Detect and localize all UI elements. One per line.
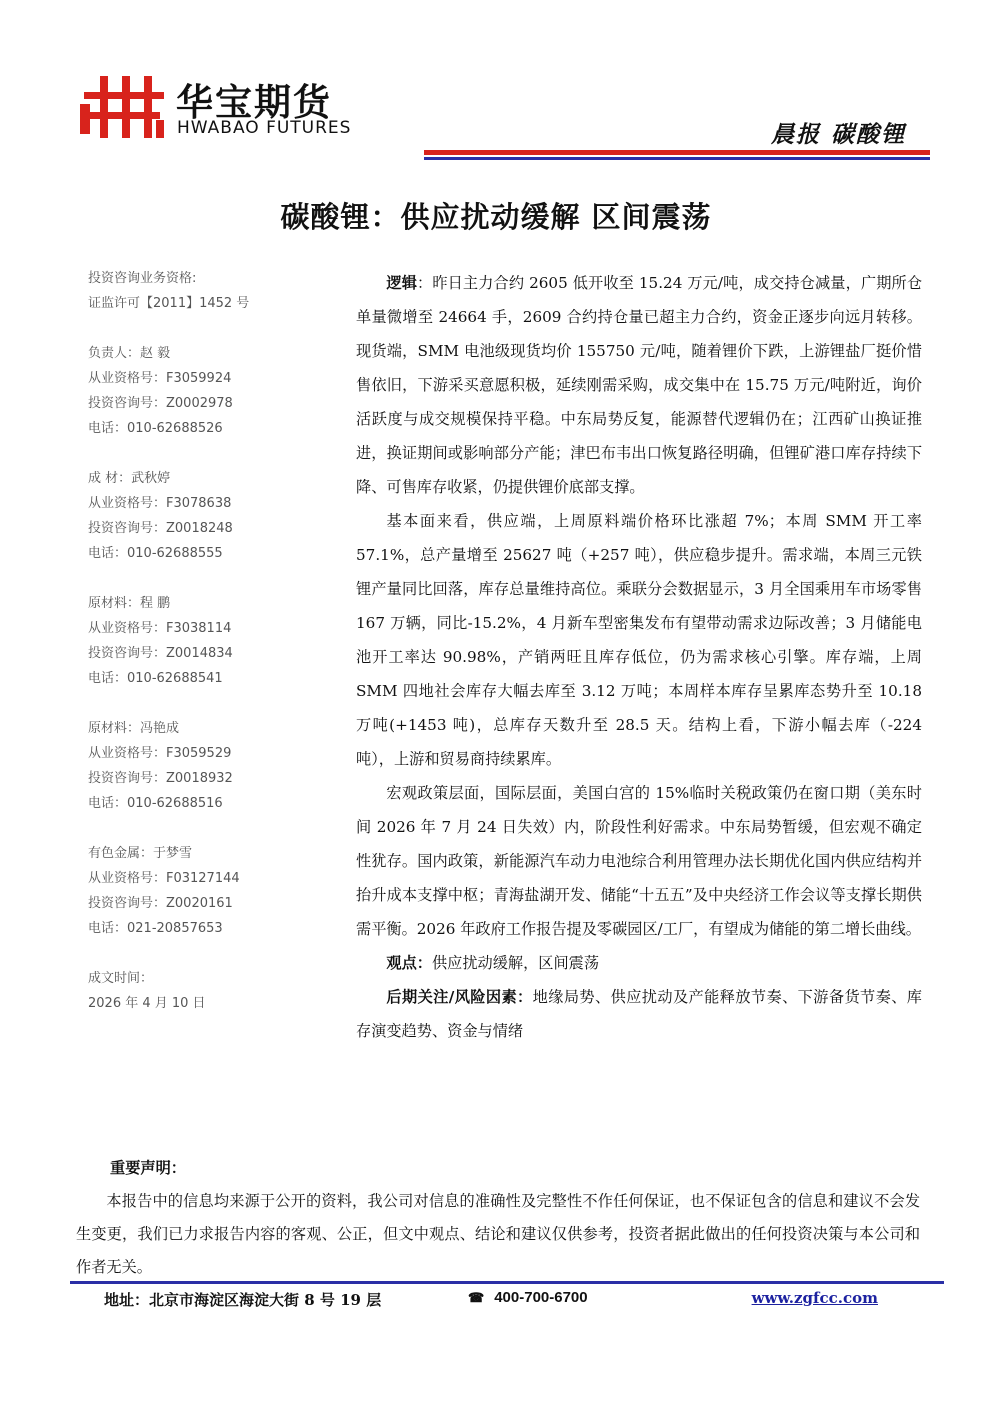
analyst-phone: 电话：021-20857653	[88, 921, 223, 936]
logic-paragraph	[356, 266, 922, 504]
disclaimer-text: 本报告中的信息均来源于公开的资料，我公司对信息的准确性及完整性不作任何保证，也不保证包含的信息和建议不会发生变更，我们已力求报告内容的客观、公正，但文中观点、结论和建议仅供参考，投资者据此做出的任何投资决策与本公司和作者无关。	[76, 1192, 920, 1276]
report-body	[356, 266, 922, 1048]
analyst-name: 原材料：冯艳成	[88, 721, 180, 736]
footer-address: 地址：北京市海淀区海淀大街 8 号 19 层	[104, 1291, 382, 1309]
analyst-name: 有色金属：于梦雪	[88, 846, 193, 861]
disclaimer	[76, 1152, 920, 1284]
analyst-license: 从业资格号：F3038114	[88, 621, 232, 636]
footer-website-link[interactable]: www.zgfcc.com	[751, 1289, 878, 1307]
view-paragraph	[356, 946, 922, 980]
company-logo	[80, 72, 380, 142]
header-blue-rule	[424, 157, 930, 160]
hwabao-logo-icon	[80, 74, 166, 140]
report-title: 碳酸锂：供应扰动缓解 区间震荡	[280, 200, 712, 234]
analyst-sidebar	[88, 266, 338, 1016]
analyst-phone: 电话：010-62688541	[88, 671, 223, 686]
analyst-block	[88, 466, 338, 566]
analyst-advisory-number: 投资咨询号：Z0018248	[88, 521, 233, 536]
analyst-advisory-number: 投资咨询号：Z0014834	[88, 646, 233, 661]
analyst-name: 负责人：赵 毅	[88, 346, 171, 361]
qualification-value: 证监许可【2011】1452 号	[88, 296, 250, 311]
analyst-name: 成 材：武秋婷	[88, 471, 171, 486]
risk-text: 地缘局势、供应扰动及产能释放节奏、下游备货节奏、库存演变趋势、资金与情绪	[356, 988, 922, 1040]
risk-label: 后期关注/风险因素：	[386, 988, 533, 1006]
analyst-name: 原材料：程 鹏	[88, 596, 171, 611]
analyst-phone: 电话：010-62688516	[88, 796, 223, 811]
report-date-value: 2026 年 4 月 10 日	[88, 996, 206, 1011]
report-date-label: 成文时间：	[88, 971, 154, 986]
qualification-label: 投资咨询业务资格:	[88, 271, 197, 286]
analyst-block	[88, 841, 338, 941]
page-footer	[0, 1289, 992, 1313]
report-type-tag: 晨报 碳酸锂	[770, 121, 906, 148]
analyst-advisory-number: 投资咨询号：Z0018932	[88, 771, 233, 786]
analyst-advisory-number: 投资咨询号：Z0020161	[88, 896, 233, 911]
analyst-phone: 电话：010-62688526	[88, 421, 223, 436]
analyst-license: 从业资格号：F3059529	[88, 746, 232, 761]
analyst-phone: 电话：010-62688555	[88, 546, 223, 561]
disclaimer-title: 重要声明：	[110, 1159, 186, 1177]
logo-chinese-name: 华宝期货	[176, 81, 332, 124]
macro-paragraph: 宏观政策层面，国际层面，美国白宫的 15%临时关税政策仍在窗口期（美东时间 2026 年 7 月 24 日失效）内，阶段性利好需求。中东局势暂缓，但宏观不确定性犹存。国内政策，新能源汽车动力电池综合利用管理办法长期优化国内供应结构并抬升成本支撑中枢；青海盐湖开发、储能“十五五”及中央经济工作会议等支撑长期供需平衡。2026 年政府工作报告提及零碳园区/工厂，有望成为储能的第二增长曲线。	[356, 784, 922, 938]
footer-rule	[70, 1281, 944, 1284]
analyst-license: 从业资格号：F03127144	[88, 871, 240, 886]
analyst-advisory-number: 投资咨询号：Z0002978	[88, 396, 233, 411]
analyst-license: 从业资格号：F3078638	[88, 496, 232, 511]
logic-text: ：昨日主力合约 2605 低开收至 15.24 万元/吨，成交持仓减量，广期所仓单量微增至 24664 手，2609 合约持仓量已超主力合约，资金正逐步向远月转移。现货端，SMM 电池级现货均价 155750 元/吨，随着锂价下跌，上游锂盐厂挺价惜售依旧，下游采买意愿积极，延续刚需采购，成交集中在 15.75 万元/吨附近，询价活跃度与成交规模保持平稳。中东局势反复，能源替代逻辑仍在；江西矿山换证推进，换证期间或影响部分产能；津巴布韦出口恢复路径明确，但锂矿港口库存持续下降、可售库存收紧，仍提供锂价底部支撑。	[356, 274, 923, 496]
view-label: 观点：	[386, 954, 432, 972]
analyst-block	[88, 341, 338, 441]
analyst-block	[88, 716, 338, 816]
risk-paragraph	[356, 980, 922, 1048]
logo-english-name: HWABAO FUTURES	[177, 118, 352, 138]
analyst-license: 从业资格号：F3059924	[88, 371, 232, 386]
view-text: 供应扰动缓解，区间震荡	[431, 954, 600, 972]
footer-phone	[468, 1289, 588, 1306]
header-red-rule	[424, 150, 930, 155]
logic-label: 逻辑	[386, 274, 418, 292]
footer-phone-number: 400-700-6700	[494, 1289, 588, 1306]
analyst-block	[88, 591, 338, 691]
fundamentals-paragraph: 基本面来看，供应端，上周原料端价格环比涨超 7%；本周 SMM 开工率 57.1%，总产量增至 25627 吨（+257 吨），供应稳步提升。需求端，本周三元铁锂产量同比回落，库存总量维持高位。乘联分会数据显示，3 月全国乘用车市场零售 167 万辆，同比-15.2%，4 月新车型密集发布有望带动需求边际改善；3 月储能电池开工率达 90.98%，产销两旺且库存低位，仍为需求核心引擎。库存端，上周 SMM 四地社会库存大幅去库至 3.12 万吨；本周样本库存呈累库态势升至 10.18 万吨(+1453 吨)，总库存天数升至 28.5 天。结构上看，下游小幅去库（-224 吨），上游和贸易商持续累库。	[356, 512, 922, 768]
phone-icon: ☎	[468, 1290, 485, 1305]
